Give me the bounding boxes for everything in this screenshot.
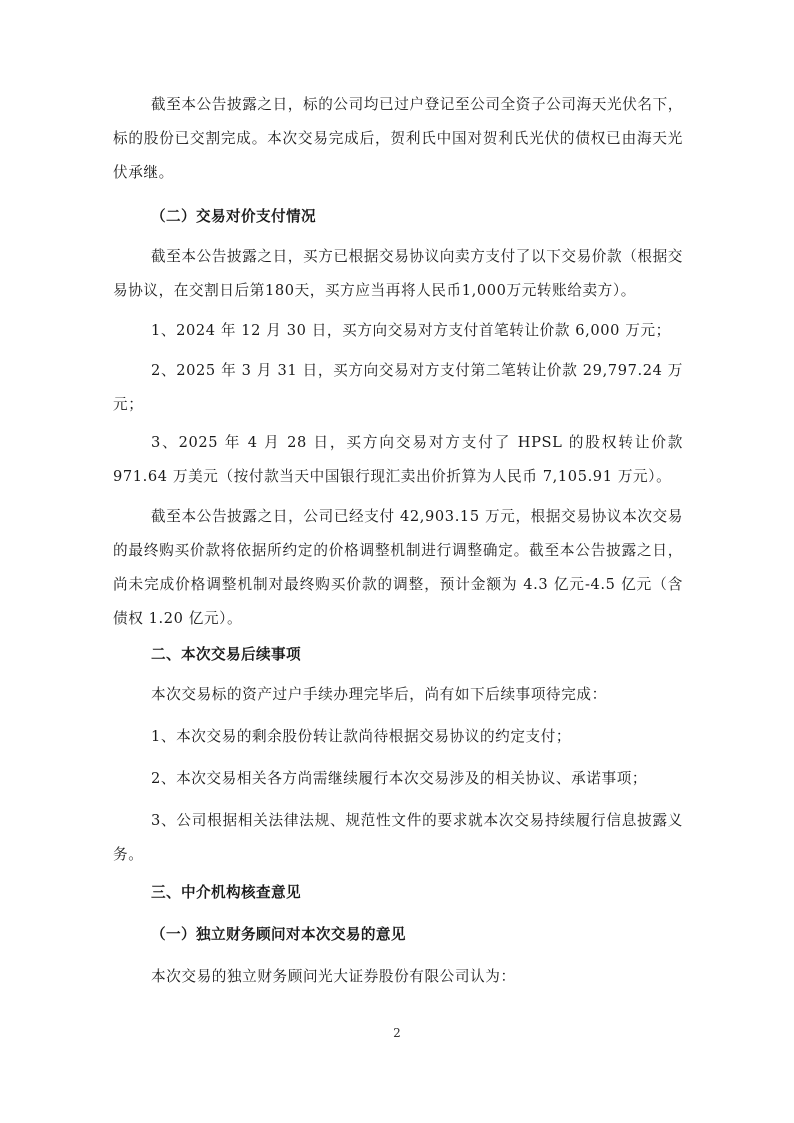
payment-item-1: 1、2024 年 12 月 30 日，买方向交易对方支付首笔转让价款 6,000 万元； (151, 322, 671, 339)
heading-payment-status: （二）交易对价支付情况 (151, 208, 316, 225)
payment-item-3: 3、2025 年 4 月 28 日，买方向交易对方支付了 HPSL 的股权转让价款 971.64 万美元（按付款当天中国银行现汇卖出价折算为人民币 7,105.91 万元）。 (113, 434, 683, 485)
paragraph-advisor-statement: 本次交易的独立财务顾问光大证券股份有限公司认为： (151, 968, 516, 985)
follow-up-item-3: 3、公司根据相关法律法规、规范性文件的要求就本次交易持续履行信息披露义务。 (113, 812, 683, 863)
paragraph-follow-up-intro: 本次交易标的资产过户手续办理完毕后，尚有如下后续事项待完成： (151, 686, 607, 703)
paragraph-transfer-status: 截至本公告披露之日，标的公司均已过户登记至公司全资子公司海天光伏名下，标的股份已交割完成。本次交易完成后，贺利氏中国对贺利氏光伏的债权已由海天光伏承继。 (113, 96, 683, 181)
paragraph-price-adjustment: 截至本公告披露之日，公司已经支付 42,903.15 万元，根据交易协议本次交易的最终购买价款将依据所约定的价格调整机制进行调整确定。截至本公告披露之日，尚未完成价格调整机制对最终购买价款的调整，预计金额为 4.3 亿元-4.5 亿元（含债权 1.20 亿元）。 (113, 508, 683, 627)
heading-financial-advisor-opinion: （一）独立财务顾问对本次交易的意见 (151, 926, 406, 943)
heading-intermediary-opinion: 三、中介机构核查意见 (151, 884, 301, 901)
follow-up-item-1: 1、本次交易的剩余股份转让款尚待根据交易协议的约定支付； (151, 728, 572, 745)
paragraph-payment-summary: 截至本公告披露之日，买方已根据交易协议向卖方支付了以下交易价款（根据交易协议，在交割日后第180天，买方应当再将人民币1,000万元转账给卖方）。 (113, 248, 683, 299)
heading-follow-up-matters: 二、本次交易后续事项 (151, 646, 301, 663)
follow-up-item-2: 2、本次交易相关各方尚需继续履行本次交易涉及的相关协议、承诺事项； (151, 770, 648, 787)
page-number: 2 (393, 1026, 401, 1040)
payment-item-2: 2、2025 年 3 月 31 日，买方向交易对方支付第二笔转让价款 29,797.24 万元； (113, 362, 683, 413)
